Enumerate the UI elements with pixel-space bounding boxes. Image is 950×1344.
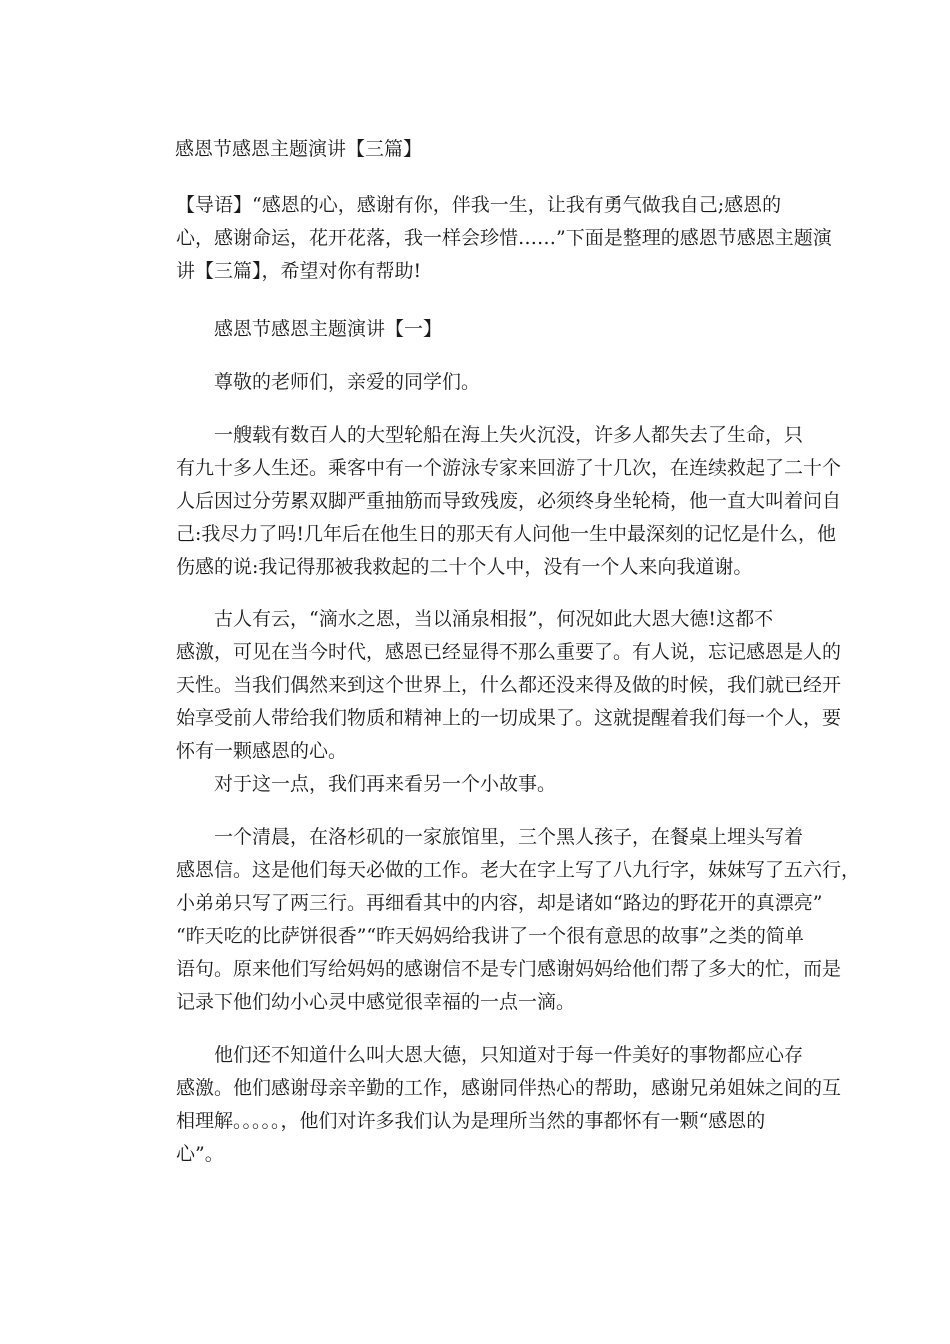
text-line: 感激。他们感谢母亲辛勤的工作，感谢同伴热心的帮助，感谢兄弟姐妹之间的互 [176,1077,842,1099]
text-line: 己:我尽力了吗!几年后在他生日的那天有人问他一生中最深刻的记忆是什么，他 [176,523,837,545]
text-line: 【导语】“感恩的心，感谢有你，伴我一生，让我有勇气做我自己;感恩的 [176,194,782,216]
salutation: 尊敬的老师们，亲爱的同学们。 [214,371,481,393]
text-line: 有九十多人生还。乘客中有一个游泳专家来回游了十几次，在连续救起了二十个 [176,457,842,479]
text-line: 语句。原来他们写给妈妈的感谢信不是专门感谢妈妈给他们帮了多大的忙，而是 [176,958,842,980]
text-line: 感激，可见在当今时代，感恩已经显得不那么重要了。有人说，忘记感恩是人的 [176,641,842,663]
body-paragraph [176,603,842,768]
text-line: 人后因过分劳累双脚严重抽筋而导致残废，必须终身坐轮椅，他一直大叫着问自 [176,490,842,512]
text-line: 古人有云，“滴水之恩，当以涌泉相报”，何况如此大恩大德!这都不 [214,608,774,630]
text-line: “昨天吃的比萨饼很香”“昨天妈妈给我讲了一个很有意思的故事”之类的简单 [176,925,804,947]
text-line: 小弟弟只写了两三行。再细看其中的内容，却是诸如“路边的野花开的真漂亮” [176,892,823,914]
text-line: 心”。 [176,1143,224,1165]
text-line: 伤感的说:我记得那被我救起的二十个人中，没有一个人来向我道谢。 [176,556,753,578]
text-line: 感恩信。这是他们每天必做的工作。老大在字上写了八九行字，妹妹写了五六行， [176,859,861,881]
intro-paragraph [176,189,832,288]
text-line: 怀有一颗感恩的心。 [176,740,348,762]
text-line: 心，感谢命运，花开花落，我一样会珍惜……”下面是整理的感恩节感恩主题演 [176,227,832,249]
text-line: 一个清晨，在洛杉矶的一家旅馆里，三个黑人孩子，在餐桌上埋头写着 [214,826,804,848]
body-paragraph [176,821,861,1019]
document-title: 感恩节感恩主题演讲【三篇】 [175,138,423,160]
text-line: 他们还不知道什么叫大恩大德，只知道对于每一件美好的事物都应心存 [214,1044,804,1066]
body-paragraph [176,1039,842,1171]
text-line: 对于这一点，我们再来看另一个小故事。 [214,773,557,795]
text-line: 一艘载有数百人的大型轮船在海上失火沉没，许多人都失去了生命，只 [214,424,804,446]
text-line: 讲【三篇】，希望对你有帮助! [176,260,422,282]
section-heading: 感恩节感恩主题演讲【一】 [214,318,443,340]
text-line: 记录下他们幼小心灵中感觉很幸福的一点一滴。 [176,991,576,1013]
body-paragraph [176,768,816,801]
text-line: 天性。当我们偶然来到这个世界上，什么都还没来得及做的时候，我们就已经开 [176,674,842,696]
body-paragraph [176,419,842,584]
text-line: 相理解。。。。。，他们对许多我们认为是理所当然的事都怀有一颗“感恩的 [176,1110,766,1132]
text-line: 始享受前人带给我们物质和精神上的一切成果了。这就提醒着我们每一个人，要 [176,707,842,729]
